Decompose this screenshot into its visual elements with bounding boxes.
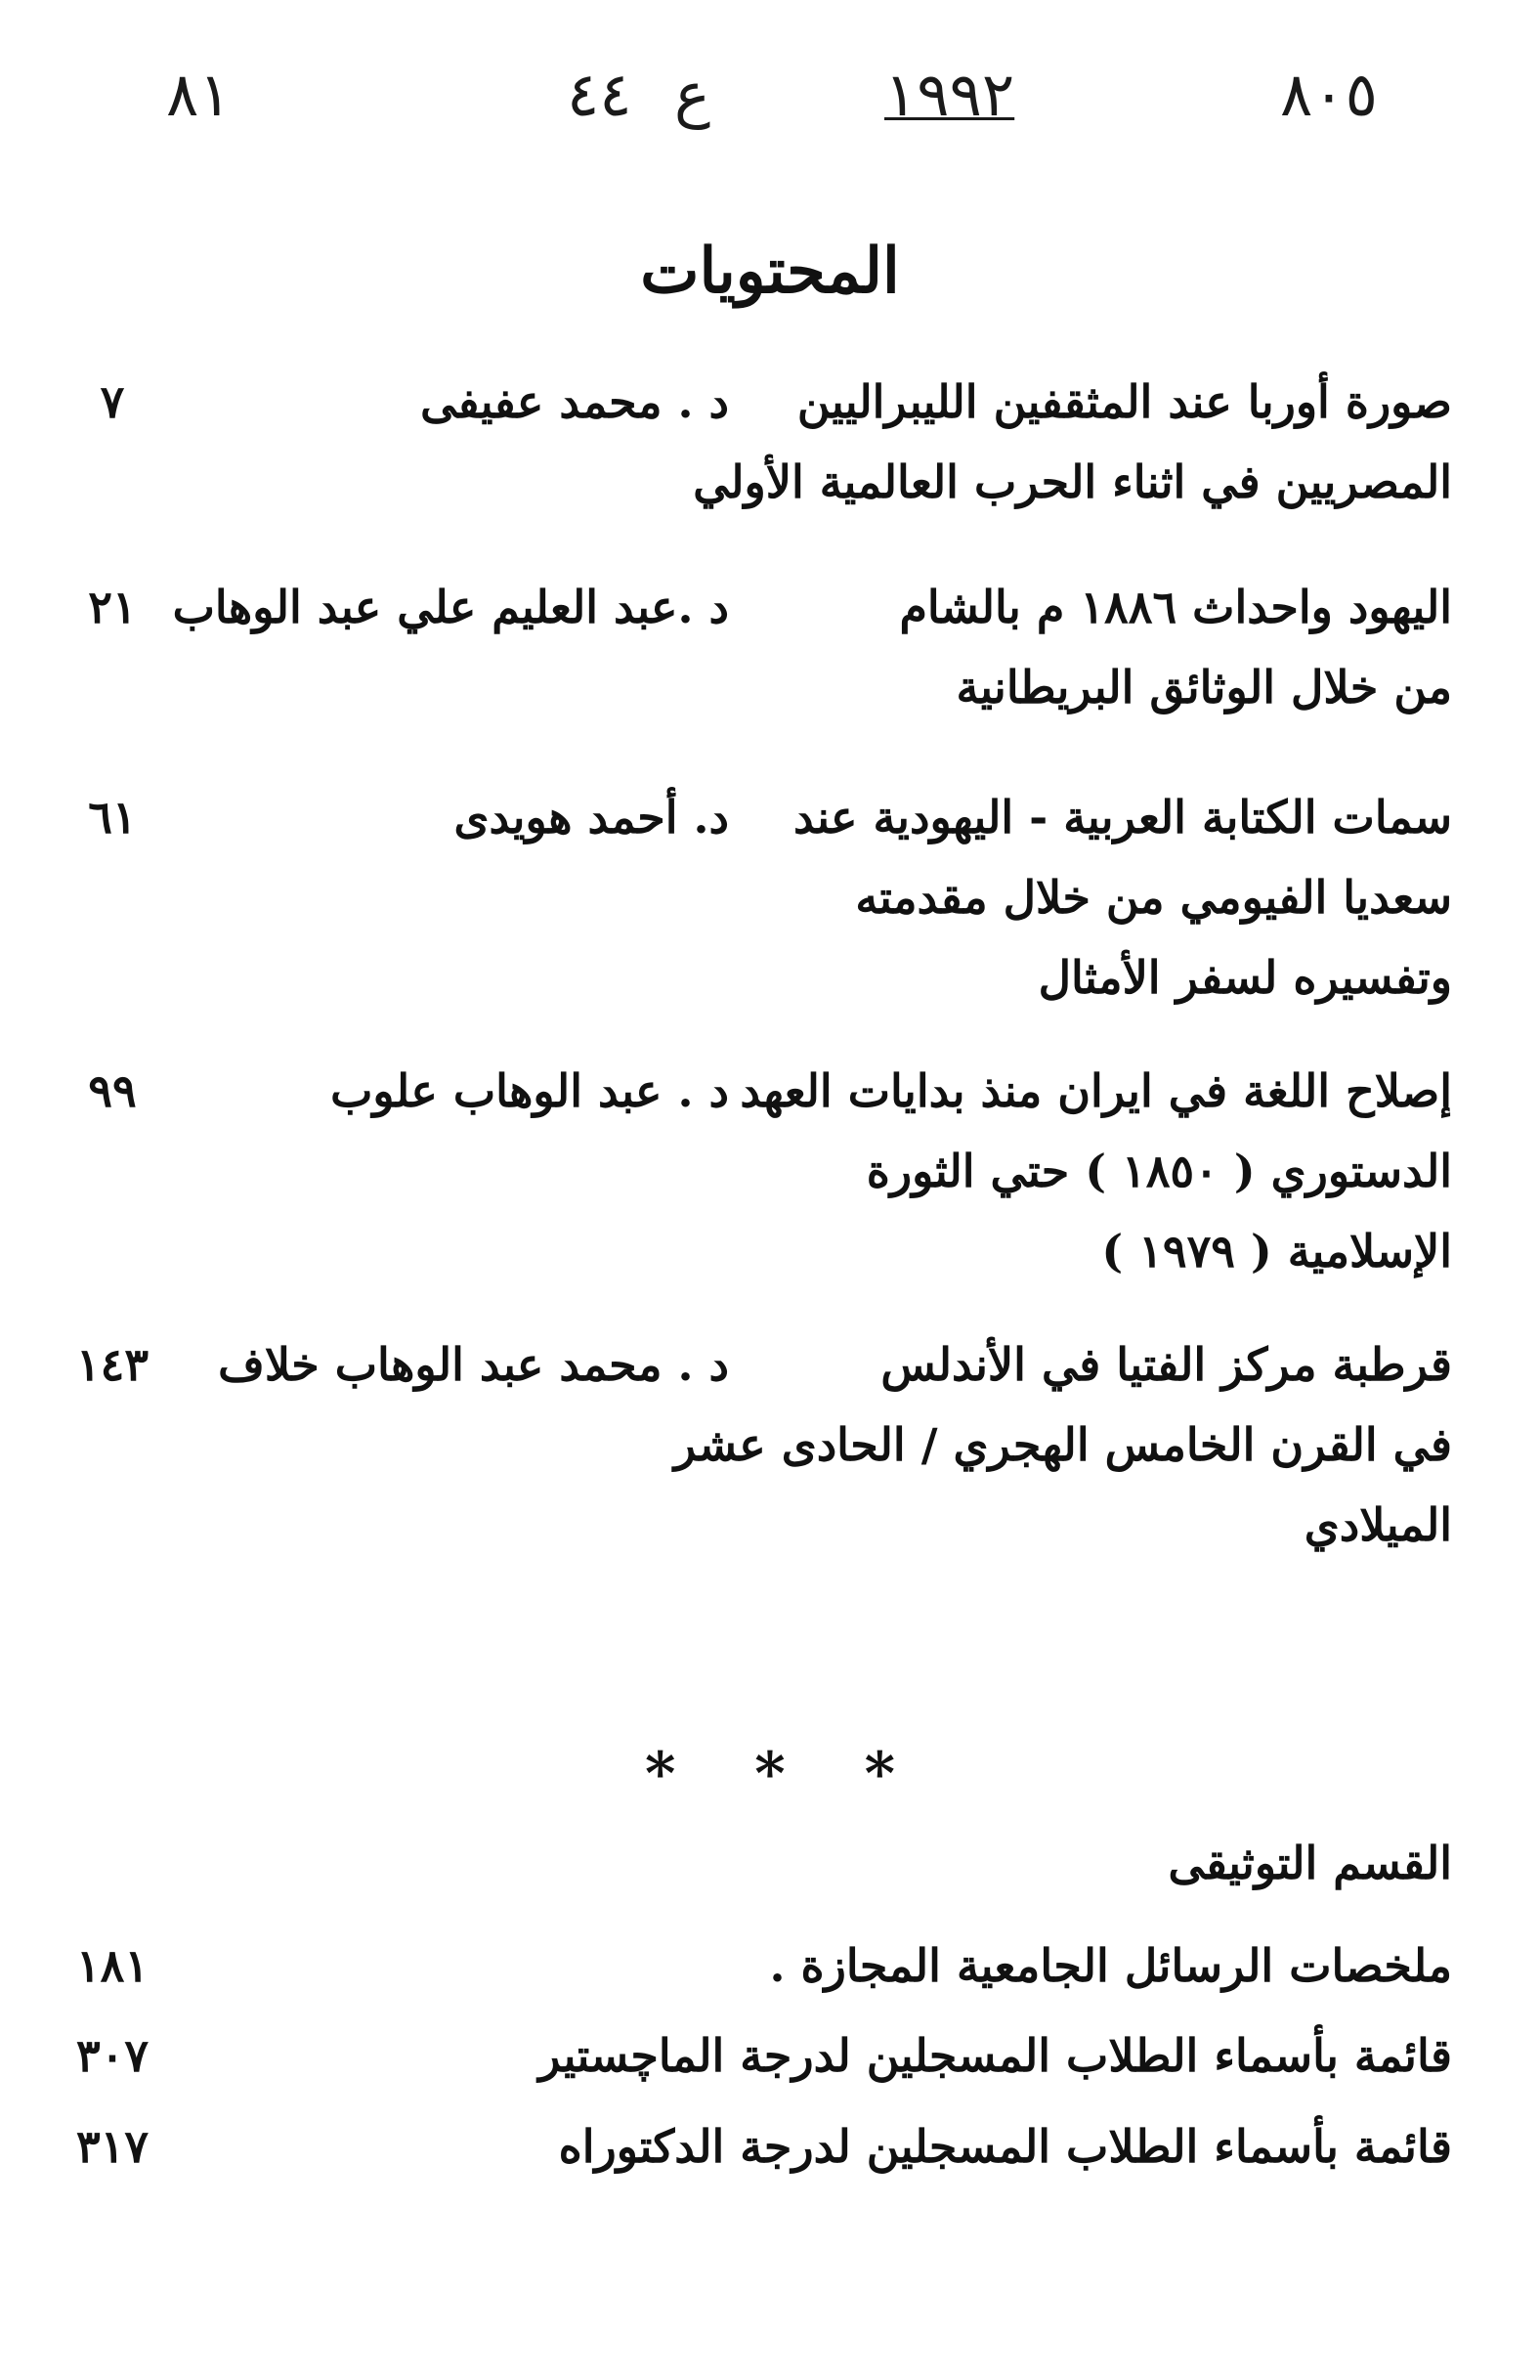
entry-title: [739, 777, 1452, 1017]
documentary-item-title: قائمة بأسماء الطلاب المسجلين لدرجة الدكتوراه: [558, 2120, 1452, 2173]
entry-author: د . محمد عبد الوهاب خلاف: [218, 1338, 729, 1391]
entry-page-number: ٧: [100, 375, 125, 428]
entry-author: د .عبد العليم علي عبد الوهاب: [172, 581, 729, 633]
entry-title-line: صورة أوربا عند المثقفين الليبراليين: [796, 375, 1452, 428]
entry-author: د. أحمد هويدى: [453, 791, 729, 844]
entry-title-line: الإسلامية ( ١٩٧٩ ): [1101, 1225, 1452, 1277]
entry-title-line: سمات الكتابة العربية - اليهودية عند: [793, 791, 1452, 844]
entry-title-line: الميلادي: [1304, 1498, 1452, 1551]
entry-title-line: وتفسيره لسفر الأمثال: [1038, 951, 1452, 1004]
page-title: المحتويات: [640, 235, 900, 308]
entry-page-number: ١٤٣: [75, 1338, 150, 1391]
handwritten-note: ع: [674, 59, 710, 130]
entry-title-line: سعديا الفيومي من خلال مقدمته: [855, 871, 1452, 924]
entry-title: [673, 1324, 1452, 1565]
documentary-item-title: قائمة بأسماء الطلاب المسجلين لدرجة الماچستير: [538, 2029, 1452, 2082]
entry-page-number: ٦١: [88, 791, 137, 844]
documentary-item: [0, 2106, 1540, 2186]
entry-title-line: الدستوري ( ١٨٥٠ ) حتي الثورة: [866, 1145, 1452, 1197]
entry-title-line: من خلال الوثائق البريطانية: [956, 661, 1452, 714]
entry-title: [739, 1051, 1452, 1291]
entry-title: [739, 567, 1452, 727]
documentary-item-title: ملخصات الرسائل الجامعية المجازة .: [769, 1939, 1452, 1992]
handwritten-note: ٨٠٥: [1280, 59, 1378, 130]
handwritten-note: ٨١: [166, 59, 232, 130]
documentary-item-page-number: ٣١٧: [75, 2120, 150, 2173]
entry-page-number: ٢١: [88, 581, 137, 633]
entry-title: [693, 362, 1452, 522]
documentary-item-page-number: ١٨١: [75, 1939, 150, 1992]
section-separator: * * *: [645, 1740, 895, 1808]
handwritten-note: ٤٤: [567, 59, 632, 130]
entry-title-line: المصريين في اثناء الحرب العالمية الأولي: [693, 455, 1452, 508]
documentary-section-heading: القسم التوثيقى: [1168, 1837, 1452, 1889]
entry-title-line: اليهود واحداث ١٨٨٦ م بالشام: [899, 581, 1452, 633]
handwritten-note: ١٩٩٢: [884, 59, 1015, 130]
entry-author: د . محمد عفيفى: [420, 375, 729, 428]
documentary-item: [0, 2015, 1540, 2096]
entry-page-number: ٩٩: [88, 1064, 137, 1117]
entry-title-line: في القرن الخامس الهجري / الحادى عشر: [673, 1418, 1452, 1471]
documentary-item: [0, 1926, 1540, 2006]
documentary-item-page-number: ٣٠٧: [75, 2029, 150, 2082]
entry-title-line: إصلاح اللغة في ايران منذ بدايات العهد: [740, 1064, 1452, 1117]
entry-author: د . عبد الوهاب علوب: [330, 1064, 729, 1117]
entry-title-line: قرطبة مركز الفتيا في الأندلس: [880, 1338, 1452, 1391]
